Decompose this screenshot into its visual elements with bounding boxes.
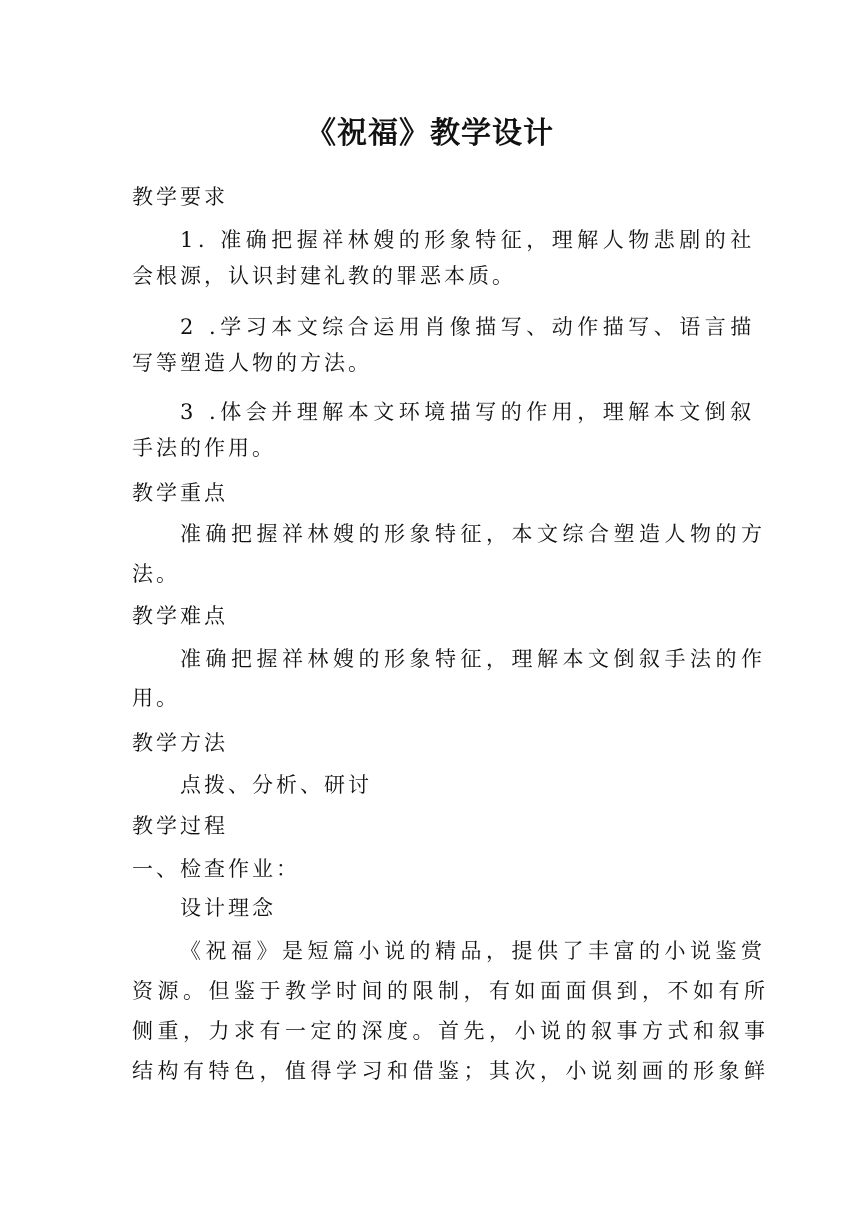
requirement-2-line-1: 2 .学习本文综合运用肖像描写、动作描写、语言描: [180, 315, 756, 339]
requirement-3-line-1: 3 .体会并理解本文环境描写的作用，理解本文倒叙: [180, 400, 756, 424]
requirement-2-line-2: 写等塑造人物的方法。: [132, 351, 372, 375]
concept-paragraph-line-3: 侧重，力求有一定的深度。首先，小说的叙事方式和叙事: [132, 1019, 770, 1043]
methods-text: 点拨、分析、研讨: [180, 773, 372, 797]
difficulties-line-2: 用。: [132, 686, 180, 710]
heading-methods: 教学方法: [132, 731, 228, 755]
requirement-1-line-1: 1. 准确把握祥林嫂的形象特征，理解人物悲剧的社: [180, 228, 756, 252]
key-points-line-2: 法。: [132, 562, 180, 586]
concept-paragraph-line-2: 资源。但鉴于教学时间的限制，有如面面俱到，不如有所: [132, 979, 770, 1003]
process-step-1: 一、检查作业：: [132, 857, 300, 881]
heading-requirements: 教学要求: [132, 185, 228, 209]
concept-paragraph-line-1: 《祝福》是短篇小说的精品，提供了丰富的小说鉴赏: [180, 939, 767, 963]
key-points-line-1: 准确把握祥林嫂的形象特征，本文综合塑造人物的方: [180, 522, 767, 546]
heading-difficulties: 教学难点: [132, 604, 228, 628]
concept-paragraph-line-4: 结构有特色，值得学习和借鉴；其次，小说刻画的形象鲜: [132, 1059, 770, 1083]
requirement-3-line-2: 手法的作用。: [132, 436, 276, 460]
heading-process: 教学过程: [132, 814, 228, 838]
heading-key-points: 教学重点: [132, 481, 228, 505]
difficulties-line-1: 准确把握祥林嫂的形象特征，理解本文倒叙手法的作: [180, 647, 767, 671]
design-concept-heading: 设计理念: [180, 896, 276, 920]
document-title: 《祝福》教学设计: [306, 116, 554, 151]
requirement-1-line-2: 会根源，认识封建礼教的罪恶本质。: [132, 264, 516, 288]
